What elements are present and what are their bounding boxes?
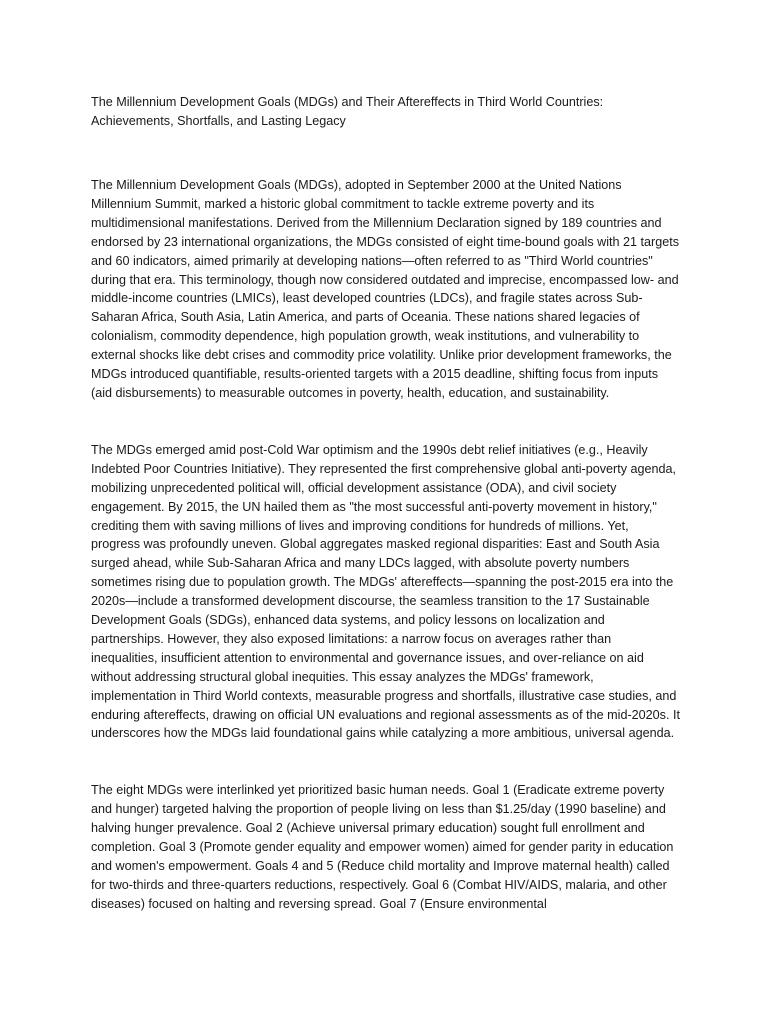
paragraph-goals-overview: The eight MDGs were interlinked yet prioritized basic human needs. Goal 1 (Eradicate extreme poverty and hunger) targeted halving the proportion of people living on less than $1.25/day (1990 baseline) and halving hunger prevalence. Goal 2 (Achieve universal primary education) sought full enrollment and completion. Goal 3 (Promote gender equality and empower women) aimed for gender parity in education and women's empowerment. Goals 4 and 5 (Reduce child mortality and Improve maternal health) called for two-thirds and three-quarters reductions, respectively. Goal 6 (Combat HIV/AIDS, malaria, and other diseases) focused on halting and reversing spread. Goal 7 (Ensure environmental: [91, 783, 674, 911]
paragraph-introduction: The Millennium Development Goals (MDGs), adopted in September 2000 at the United Nations Millennium Summit, marked a historic global commitment to tackle extreme poverty and its multidimensional manifestations. Derived from the Millennium Declaration signed by 189 countries and endorsed by 23 international organizations, the MDGs consisted of eight time-bound goals with 21 targets and 60 indicators, aimed primarily at developing nations—often referred to as "Third World countries" during that era. This terminology, though now considered outdated and imprecise, encompassed low- and middle-income countries (LMICs), least developed countries (LDCs), and fragile states across Sub-Saharan Africa, South Asia, Latin America, and parts of Oceania. These nations shared legacies of colonialism, commodity dependence, high population growth, weak institutions, and vulnerability to external shocks like debt crises and commodity price volatility. Unlike prior development frameworks, the MDGs introduced quantifiable, results-oriented targets with a 2015 deadline, shifting focus from inputs (aid disbursements) to measurable outcomes in poverty, health, education, and sustainability.: [91, 178, 680, 400]
document-title: The Millennium Development Goals (MDGs) and Their Aftereffects in Third World Countries: Achievements, Shortfalls, and Lasting Legacy: [91, 95, 604, 128]
paragraph-context: The MDGs emerged amid post-Cold War optimism and the 1990s debt relief initiatives (e.g., Heavily Indebted Poor Countries Initiative). They represented the first comprehensive global anti-poverty agenda, mobilizing unprecedented political will, official development assistance (ODA), and civil society engagement. By 2015, the UN hailed them as "the most successful anti-poverty movement in history," crediting them with saving millions of lives and improving conditions for hundreds of millions. Yet, progress was profoundly uneven. Global aggregates masked regional disparities: East and South Asia surged ahead, while Sub-Saharan Africa and many LDCs lagged, with absolute poverty numbers sometimes rising due to population growth. The MDGs' aftereffects—spanning the post-2015 era into the 2020s—include a transformed development discourse, the seamless transition to the 17 Sustainable Development Goals (SDGs), enhanced data systems, and policy lessons on localization and partnerships. However, they also exposed limitations: a narrow focus on averages rather than inequalities, insufficient attention to environmental and governance issues, and over-reliance on aid without addressing structural global inequities. This essay analyzes the MDGs' framework, implementation in Third World contexts, measurable progress and shortfalls, illustrative case studies, and enduring aftereffects, drawing on official UN evaluations and regional assessments as of the mid-2020s. It underscores how the MDGs laid foundational gains while catalyzing a more ambitious, universal agenda.: [91, 442, 680, 741]
document-body: [91, 93, 681, 914]
